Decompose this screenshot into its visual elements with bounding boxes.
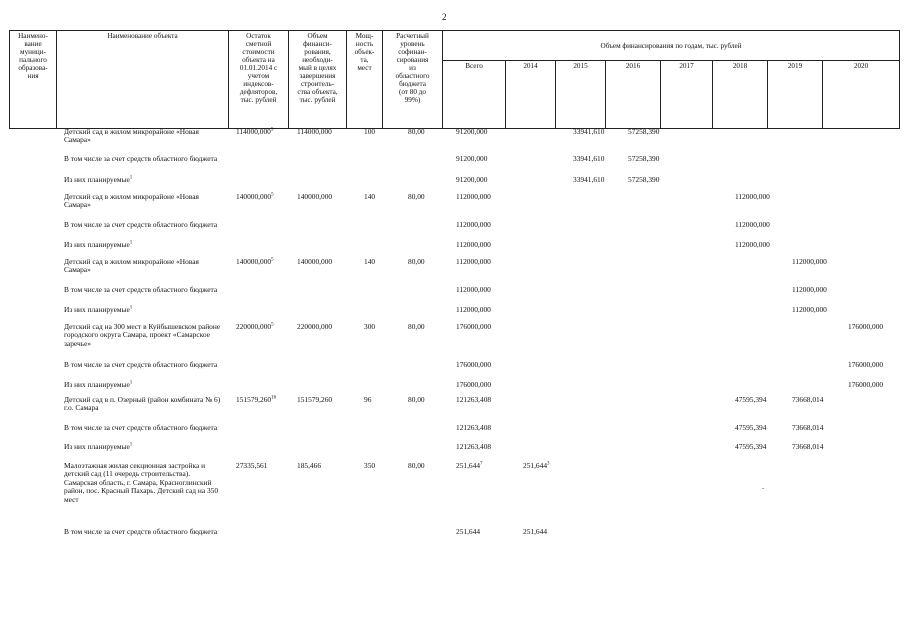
row-year-2015: 33941,610	[573, 175, 605, 184]
row-total: 176000,000	[456, 322, 492, 331]
row-year-2016: 57258,390	[628, 175, 660, 184]
row-capacity: 350	[364, 461, 376, 470]
row-object-name: Из них планируемые$^1$	[64, 305, 133, 314]
row-object-name: В том числе за счет средств областного бюджета	[64, 360, 218, 369]
row-year-2019: 73668,014	[792, 395, 824, 404]
row-total: 112000,000	[456, 285, 491, 294]
row-year-2020: 176000,000	[848, 322, 884, 331]
header-year-2015: 2015	[556, 61, 606, 129]
row-funding-needed: 140000,000	[297, 257, 333, 266]
row-remaining-cost: 140000,000$^5$	[236, 257, 274, 266]
row-object-name: Малоэтажная жилая секционная застройка и детский сад (11 очередь строительства). Самарская область, г. Самара, Красноглинский район, пос. Красный Пахарь. Детский сад на 350 мест	[64, 461, 219, 504]
header-remaining-cost: Остаток сметной стоимости объекта на 01.01.2014 с учетом индексов- дефляторов, тыс. рублей	[229, 31, 289, 129]
row-year-2019: 112000,000	[792, 285, 827, 294]
row-total: 176000,000	[456, 360, 492, 369]
row-total: 112000,000	[456, 257, 491, 266]
row-object-name: В том числе за счет средств областного бюджета	[64, 220, 218, 229]
row-capacity: 140	[364, 192, 376, 201]
row-year-2019: 73668,014	[792, 423, 824, 432]
row-cofinancing-level: 80,00	[408, 127, 425, 136]
row-total: 91200,000	[456, 154, 488, 163]
row-remaining-cost: 114000,000$^5$	[236, 127, 274, 136]
row-object-name: В том числе за счет средств областного бюджета	[64, 423, 218, 432]
row-object-name: В том числе за счет средств областного бюджета	[64, 154, 218, 163]
header-capacity: Мощ- ность объек- та, мест	[347, 31, 383, 129]
page-number: 2	[442, 12, 447, 22]
row-capacity: 300	[364, 322, 376, 331]
row-year-2015: 33941,610	[573, 127, 605, 136]
row-object-name: Детский сад на 300 мест в Куйбышевском районе городского округа Самара, проект «Самарское заречье»	[64, 322, 221, 348]
row-remaining-cost: 220000,000$^5$	[236, 322, 274, 331]
row-total: 121263,408	[456, 395, 492, 404]
row-capacity: 100	[364, 127, 376, 136]
row-year-2020: 176000,000	[848, 360, 884, 369]
row-year-2018: 112000,000	[735, 240, 770, 249]
row-cofinancing-level: 80,00	[408, 461, 425, 470]
table-header	[9, 30, 900, 129]
header-year-2018: 2018	[713, 61, 768, 129]
row-year-2018: 47595,394	[735, 442, 767, 451]
row-object-name: Детский сад в жилом микрорайоне «Новая Самара»	[64, 127, 199, 145]
header-year-2020: 2020	[823, 61, 900, 129]
row-year-2015: 33941,610	[573, 154, 605, 163]
row-remaining-cost: 27335,561	[236, 461, 268, 470]
row-year-2019: 112000,000	[792, 257, 827, 266]
row-remaining-cost: 140000,000$^5$	[236, 192, 274, 201]
row-object-name: Из них планируемые$^1$	[64, 175, 133, 184]
row-object-name: Детский сад в жилом микрорайоне «Новая Самара»	[64, 257, 199, 275]
header-year-2016: 2016	[606, 61, 661, 129]
row-total: 176000,000	[456, 380, 492, 389]
row-year-2016: 57258,390	[628, 154, 660, 163]
row-year-2016: 57258,390	[628, 127, 660, 136]
row-cofinancing-level: 80,00	[408, 192, 425, 201]
row-total: 251,644	[456, 527, 481, 536]
row-year-2014: 251,644	[523, 527, 548, 536]
header-year-2014: 2014	[506, 61, 556, 129]
row-object-name: Детский сад в жилом микрорайоне «Новая Самара»	[64, 192, 199, 210]
row-total: 112000,000	[456, 305, 491, 314]
row-funding-needed: 151579,260	[297, 395, 333, 404]
header-year-total: Всего	[443, 61, 506, 129]
row-year-2020: 176000,000	[848, 380, 884, 389]
row-total: 121263,408	[456, 442, 492, 451]
row-year-2018: 112000,000	[735, 220, 770, 229]
row-funding-needed: 114000,000	[297, 127, 332, 136]
row-capacity: 140	[364, 257, 376, 266]
row-object-name: Из них планируемые$^1$	[64, 442, 133, 451]
row-year-2019: 112000,000	[792, 305, 827, 314]
header-municipality: Наимено- вание муници- пального образова- ния	[10, 31, 57, 129]
header-year-2017: 2017	[661, 61, 713, 129]
row-funding-needed: 185,466	[297, 461, 322, 470]
row-funding-needed: 220000,000	[297, 322, 333, 331]
row-object-name: В том числе за счет средств областного бюджета	[64, 285, 218, 294]
row-object-name: Из них планируемые$^1$	[64, 240, 133, 249]
row-cofinancing-level: 80,00	[408, 322, 425, 331]
row-funding-needed: 140000,000	[297, 192, 333, 201]
row-remaining-cost: 151579,260$^{16}$	[236, 395, 277, 404]
row-total: 112000,000	[456, 240, 491, 249]
row-capacity: 96	[364, 395, 372, 404]
row-total: 251,644$^7$	[456, 461, 483, 470]
row-total: 91200,000	[456, 127, 488, 136]
row-cofinancing-level: 80,00	[408, 395, 425, 404]
header-object-name: Наименование объекта	[57, 31, 229, 129]
header-cofinancing: Расчетный уровень софинан- сирования из областного бюджета (от 80 до 99%)	[383, 31, 443, 129]
row-object-name: В том числе за счет средств областного бюджета	[64, 527, 218, 536]
row-year-2018: 112000,000	[735, 192, 770, 201]
header-years-group: Объем финансирования по годам, тыс. рублей	[443, 31, 900, 61]
row-total: 112000,000	[456, 192, 491, 201]
row-total: 121263,408	[456, 423, 492, 432]
row-year-2018: 47595,394	[735, 395, 767, 404]
row-total: 112000,000	[456, 220, 491, 229]
row-year-2019: 73668,014	[792, 442, 824, 451]
header-funding-needed: Объем финанси- рования, необходи- мый в целях завершения строитель- ства объекта, тыс. рублей	[289, 31, 347, 129]
header-year-2019: 2019	[768, 61, 823, 129]
row-cofinancing-level: 80,00	[408, 257, 425, 266]
row-year-2014: 251,644$^3$	[523, 461, 550, 470]
row-year-2018: 47595,394	[735, 423, 767, 432]
row-object-name: Из них планируемые$^1$	[64, 380, 133, 389]
row-object-name: Детский сад в п. Озерный (район комбината № 6) г.о. Самара	[64, 395, 221, 413]
row-total: 91200,000	[456, 175, 488, 184]
